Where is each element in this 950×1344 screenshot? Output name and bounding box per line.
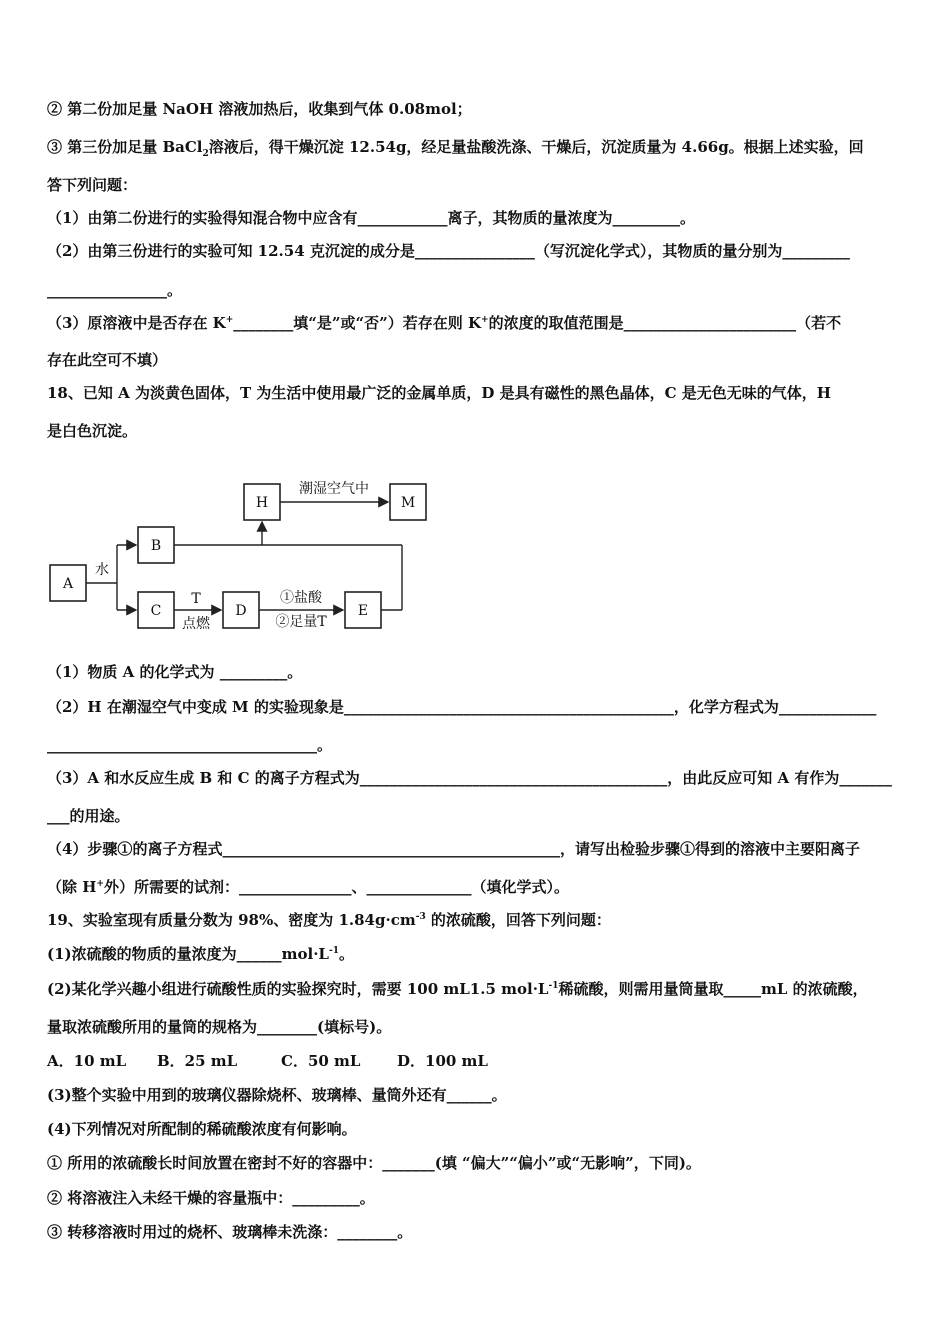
text-line: （除 H+外）所需要的试剂：_______________、______________（填化学式）。 [47,878,569,896]
ignite-label: 点燃 [182,616,210,632]
text-line: 答下列问题： [47,176,138,194]
options-row [47,1052,488,1070]
humid-air-label: 潮湿空气中 [299,481,369,497]
node-E-label: E [357,603,369,619]
text-line: ② 将溶液注入未经干燥的容量瓶中：_________。 [47,1189,375,1207]
step1-label: ①盐酸 [280,590,322,606]
node-C-label: C [150,603,162,619]
text-line: （3）原溶液中是否存在 K+________填“是”或“否”）若存在则 K+的浓度的取值范围是_______________________（若不 [47,314,842,332]
text-line: ____________________________________。 [47,736,333,754]
text-line: （3）A 和水反应生成 B 和 C 的离子方程式为_________________________________________，由此反应可知 A 有作为_______ [47,769,892,787]
node-B-label: B [150,538,162,554]
text-line: （1）由第二份进行的实验得知混合物中应含有____________离子，其物质的量浓度为_________。 [47,209,695,227]
text-line: （2）H 在潮湿空气中变成 M 的实验现象是____________________________________________，化学方程式为_____________ [47,698,877,716]
text-line: ③ 第三份加足量 BaCl$_2$溶液后，得干燥沉淀 12.54g，经足量盐酸洗涤、干燥后，沉淀质量为 4.66g。根据上述实验，回 [47,138,864,159]
text-line: 量取浓硫酸所用的量筒的规格为________(填标号)。 [47,1018,392,1036]
text-line: (3)整个实验中用到的玻璃仪器除烧杯、玻璃棒、量筒外还有______。 [47,1086,507,1104]
question-18-stem: 18、已知 A 为淡黄色固体，T 为生活中使用最广泛的金属单质，D 是具有磁性的黑色晶体，C 是无色无味的气体，H [47,384,831,402]
step2-label: ②足量T [275,614,327,630]
option-d: D．100 mL [397,1052,488,1070]
node-H-label: H [255,495,269,511]
text-line: (2)某化学兴趣小组进行硫酸性质的实验探究时，需要 100 mL1.5 $mol\cdot L^{-1}$稀硫酸，则需用量筒量取_____mL 的浓硫酸， [47,980,868,998]
option-c: C．50 mL [281,1052,361,1070]
text-line: (1)浓硫酸的物质的量浓度为$\_\_\_\_\_\_mol\cdot L^{-1}$。 [47,945,354,963]
text-line: 是白色沉淀。 [47,422,138,440]
text-line: 存在此空可不填） [47,351,168,369]
question-19-stem: 19、实验室现有质量分数为 98%、密度为 $1.84g\cdot cm^{-3}$ 的浓硫酸，回答下列问题： [47,911,611,929]
option-b: B．25 mL [157,1052,238,1070]
text-line: （2）由第三份进行的实验可知 12.54 克沉淀的成分是________________（写沉淀化学式），其物质的量分别为_________ [47,242,850,260]
water-label: 水 [95,562,109,578]
text-line: （1）物质 A 的化学式为 _________。 [47,663,303,681]
text-line: ③ 转移溶液时用过的烧杯、玻璃棒未洗涤：________。 [47,1223,413,1241]
text-line: ___的用途。 [47,807,130,825]
option-a: A．10 mL [47,1052,127,1070]
text-line: ① 所用的浓硫酸长时间放置在密封不好的容器中：_______(填 “偏大”“偏小”或“无影响”，下同)。 [47,1154,701,1172]
node-A-label: A [62,576,74,592]
node-D-label: D [235,603,247,619]
reaction-flow-diagram [45,470,445,640]
text-line: ________________。 [47,281,183,299]
t-label: T [191,591,201,607]
node-M-label: M [400,495,416,511]
text-line: (4)下列情况对所配制的稀硫酸浓度有何影响。 [47,1120,357,1138]
text-line: ② 第二份加足量 NaOH 溶液加热后，收集到气体 0.08mol； [47,100,472,118]
text-line: （4）步骤①的离子方程式_____________________________________________，请写出检验步骤①得到的溶液中主要阳离子 [47,840,860,858]
